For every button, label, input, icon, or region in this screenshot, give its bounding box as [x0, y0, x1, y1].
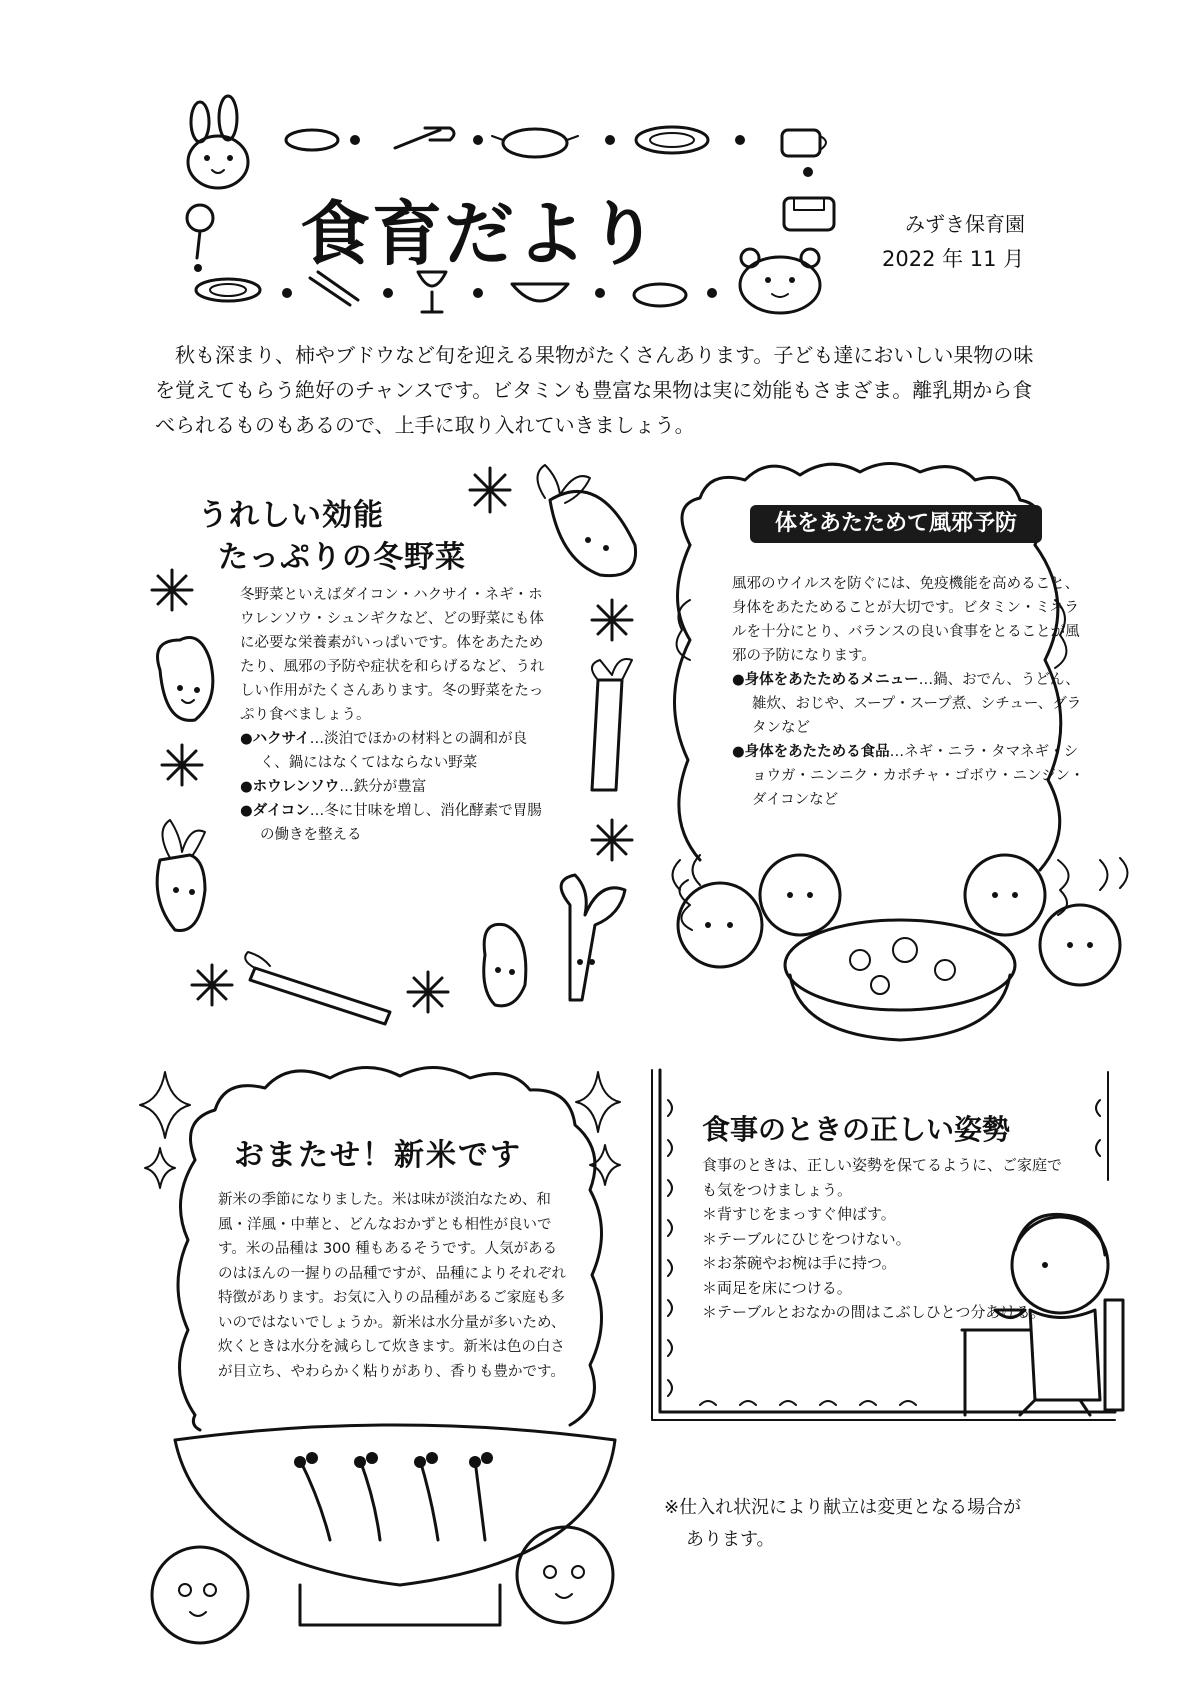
intro-paragraph	[155, 338, 1055, 443]
winter-veg-title: うれしい効能	[198, 498, 384, 533]
intro-line: べられるものもあるので、上手に取り入れていきましょう。	[155, 413, 695, 437]
footnote: ※仕入れ状況により献立は変更となる場合が	[664, 1497, 1022, 1518]
list-item: ●身体をあたためるメニュー…鍋、おでん、うどん、雑炊、おじや、スープ・スープ煮、シチュー、グラタンなど	[732, 672, 1082, 736]
organization-name: みずき保育園	[905, 212, 1025, 236]
leek-icon	[592, 659, 632, 790]
cold-prevention-text: 風邪のウイルスを防ぐには、免疫機能を高めること、身体をあたためることが大切です。ビタミン・ミネラルを十分にとり、バランスの良い食事をとることが風邪の予防になります。	[732, 576, 1080, 664]
chinese-cabbage-icon	[484, 924, 526, 1005]
posture-title: 食事のときの正しい姿勢	[702, 1113, 1011, 1146]
daikon-icon	[157, 820, 205, 931]
cold-prevention-title: 体をあたためて風邪予防	[774, 511, 1017, 536]
bear-icon	[740, 249, 820, 313]
rice-ear-icon	[294, 1452, 493, 1540]
new-rice-body: 新米の季節になりました。米は味が淡泊なため、和風・洋風・中華と、どんなおかずとも相性が良いです。米の品種は 300 種もあるそうです。人気があるのはほんの一握りの品種ですが、品種によりそれぞれ特徴があります。お気に入りの品種があるご家庭も多いのではないでしょうか。新米は水分量が多いため、炊くときは水分を減らして炊きます。新米は色の白さが目立ち、やわらかく粘りがあり、香りも豊かです。	[218, 1192, 566, 1380]
header-frame-right	[784, 167, 834, 230]
bunny-icon	[188, 96, 248, 188]
list-item: ＊テーブルにひじをつけない。	[702, 1229, 911, 1248]
list-item: ●ダイコン…冬に甘味を増し、消化酵素で胃腸の働きを整える	[240, 803, 542, 843]
posture-body	[702, 1153, 1062, 1325]
list-item: ＊背すじをまっすぐ伸ばす。	[702, 1205, 896, 1223]
page-title: 食育だより	[300, 193, 660, 275]
list-item: ＊お茶碗やお椀は手に持つ。	[702, 1254, 897, 1272]
carrot-icon	[538, 465, 636, 576]
footnote: あります。	[686, 1529, 775, 1550]
posture-intro: 食事のときは、正しい姿勢を保てるように、ご家庭でも気をつけましょう。	[702, 1156, 1063, 1199]
winter-veg-text: 冬野菜といえばダイコン・ハクサイ・ネギ・ホウレンソウ・シュンギクなど、どの野菜にも体に必要な栄養素がいっぱいです。体をあたためたり、風邪の予防や症状を和らげるなど、うれしい作用がたくさんあります。冬の野菜をたっぷり食べましょう。	[240, 587, 545, 723]
list-item: ＊テーブルとおなかの間はこぶしひとつ分あける。	[702, 1303, 1046, 1321]
intro-line: を覚えてもらう絶好のチャンスです。ビタミンも豊富な果物は実に効能もさまざま。離乳期から食	[155, 378, 1033, 402]
children-hotpot-illustration	[673, 855, 1128, 1040]
intro-line: 秋も深まり、柿やブドウなど旬を迎える果物がたくさんあります。子ども達においしい果物の味	[155, 343, 1034, 367]
leek-icon	[245, 952, 390, 1024]
list-item: ●身体をあたためる食品…ネギ・ニラ・タマネギ・ショウガ・ニンニク・カボチャ・ゴボウ・ニンジン・ダイコンなど	[732, 744, 1085, 808]
winter-veg-body	[240, 583, 545, 847]
spinach-icon	[561, 875, 625, 1000]
new-rice-title: おまたせ！新米です	[234, 1138, 522, 1173]
issue-date: 2022 年 11 月	[882, 247, 1025, 271]
list-item: ●ハクサイ…淡泊でほかの材料との調和が良く、鍋にはなくてはならない野菜	[240, 731, 528, 771]
header-frame-top	[286, 127, 826, 157]
cold-prevention-body	[732, 572, 1092, 812]
list-item: ＊両足を床につける。	[702, 1278, 852, 1297]
winter-veg-title: たっぷりの冬野菜	[218, 540, 466, 575]
header-frame-left	[187, 205, 213, 272]
list-item: ●ホウレンソウ…鉄分が豊富	[240, 779, 427, 795]
cabbage-icon	[158, 638, 213, 721]
